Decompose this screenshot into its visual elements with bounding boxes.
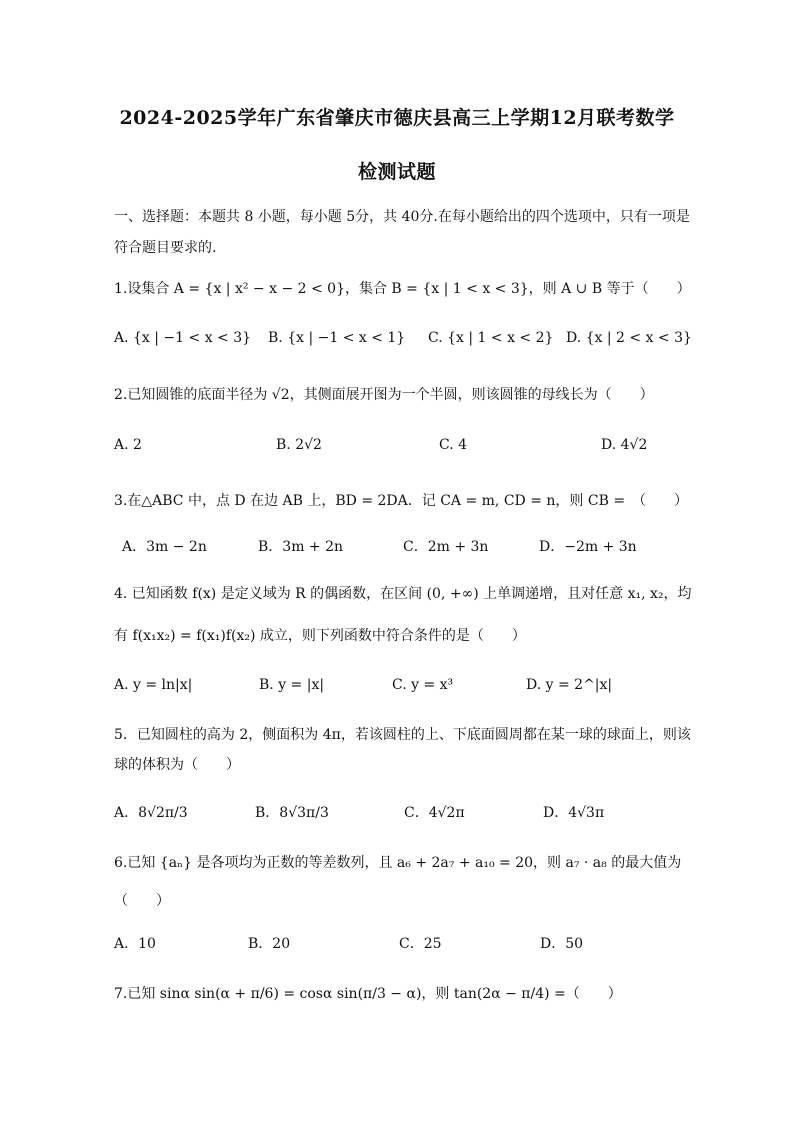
q6-option-b: B．20 — [248, 936, 291, 952]
page-subtitle: 检测试题 — [357, 161, 436, 183]
q5-option-d: D．4√3π — [543, 805, 605, 821]
section-instructions: 一、选择题：本题共 8 小题，每小题 5分，共 40分.在每小题给出的四个选项中，只有一项是 — [114, 209, 690, 225]
q6-option-c: C．25 — [399, 936, 442, 952]
section-instructions-cont: 符合题目要求的. — [114, 240, 217, 256]
q5-option-b: B．8√3π/3 — [255, 805, 329, 821]
q4-option-d: D. y = 2^|x| — [526, 677, 613, 693]
q3-option-b: B．3m + 2n — [258, 539, 344, 555]
question-2-stem: 2.已知圆锥的底面半径为 √2，其侧面展开图为一个半圆，则该圆锥的母线长为（ ） — [114, 387, 654, 403]
page-title: 2024-2025学年广东省肇庆市德庆县高三上学期12月联考数学 — [119, 107, 675, 129]
q1-option-d: D. {x | 2 < x < 3} — [566, 330, 692, 346]
q3-option-d: D．−2m + 3n — [539, 539, 637, 555]
q2-option-c: C. 4 — [439, 437, 468, 453]
q1-option-c: C. {x | 1 < x < 2} — [428, 330, 554, 346]
q5-option-a: A．8√2π/3 — [114, 805, 188, 821]
q6-option-a: A．10 — [114, 936, 156, 952]
q1-option-a: A. {x | −1 < x < 3} — [114, 330, 252, 346]
q3-option-c: C．2m + 3n — [403, 539, 489, 555]
question-4-stem: 4. 已知函数 f(x) 是定义域为 R 的偶函数，在区间 (0, +∞) 上单调递增，且对任意 x₁, x₂，均 — [114, 586, 692, 602]
q2-option-d: D. 4√2 — [601, 437, 648, 453]
question-5-stem: 5．已知圆柱的高为 2，侧面积为 4π，若该圆柱的上、下底面圆周都在某一球的球面上，则该 — [114, 727, 691, 743]
question-4-stem-cont: 有 f(x₁x₂) = f(x₁)f(x₂) 成立，则下列函数中符合条件的是（ ） — [114, 628, 526, 644]
question-3-stem: 3.在△ABC 中，点 D 在边 AB 上，BD = 2DA．记 CA = m, CD = n，则 CB = （ ） — [114, 493, 689, 509]
q2-option-a: A. 2 — [114, 437, 142, 453]
q3-option-a: A．3m − 2n — [122, 539, 207, 555]
q4-option-a: A. y = ln|x| — [114, 677, 193, 693]
q1-option-b: B. {x | −1 < x < 1} — [268, 330, 406, 346]
q6-option-d: D．50 — [540, 936, 584, 952]
q4-option-c: C. y = x³ — [392, 677, 454, 693]
question-7-stem: 7.已知 sinα sin(α + π/6) = cosα sin(π/3 − α)，则 tan(2α − π/4) =（ ） — [114, 986, 622, 1002]
question-6-stem: 6.已知 {aₙ} 是各项均为正数的等差数列，且 a₆ + 2a₇ + a₁₀ = 20，则 a₇ · a₈ 的最大值为 — [114, 855, 682, 871]
q5-option-c: C．4√2π — [404, 805, 465, 821]
q2-option-b: B. 2√2 — [276, 437, 322, 453]
question-1-stem: 1.设集合 A = {x | x² − x − 2 < 0}，集合 B = {x | 1 < x < 3}，则 A ∪ B 等于（ ） — [114, 281, 691, 297]
q4-option-b: B. y = |x| — [259, 677, 325, 693]
question-5-stem-cont: 球的体积为（ ） — [114, 757, 240, 773]
question-6-stem-cont: （ ） — [114, 893, 170, 909]
